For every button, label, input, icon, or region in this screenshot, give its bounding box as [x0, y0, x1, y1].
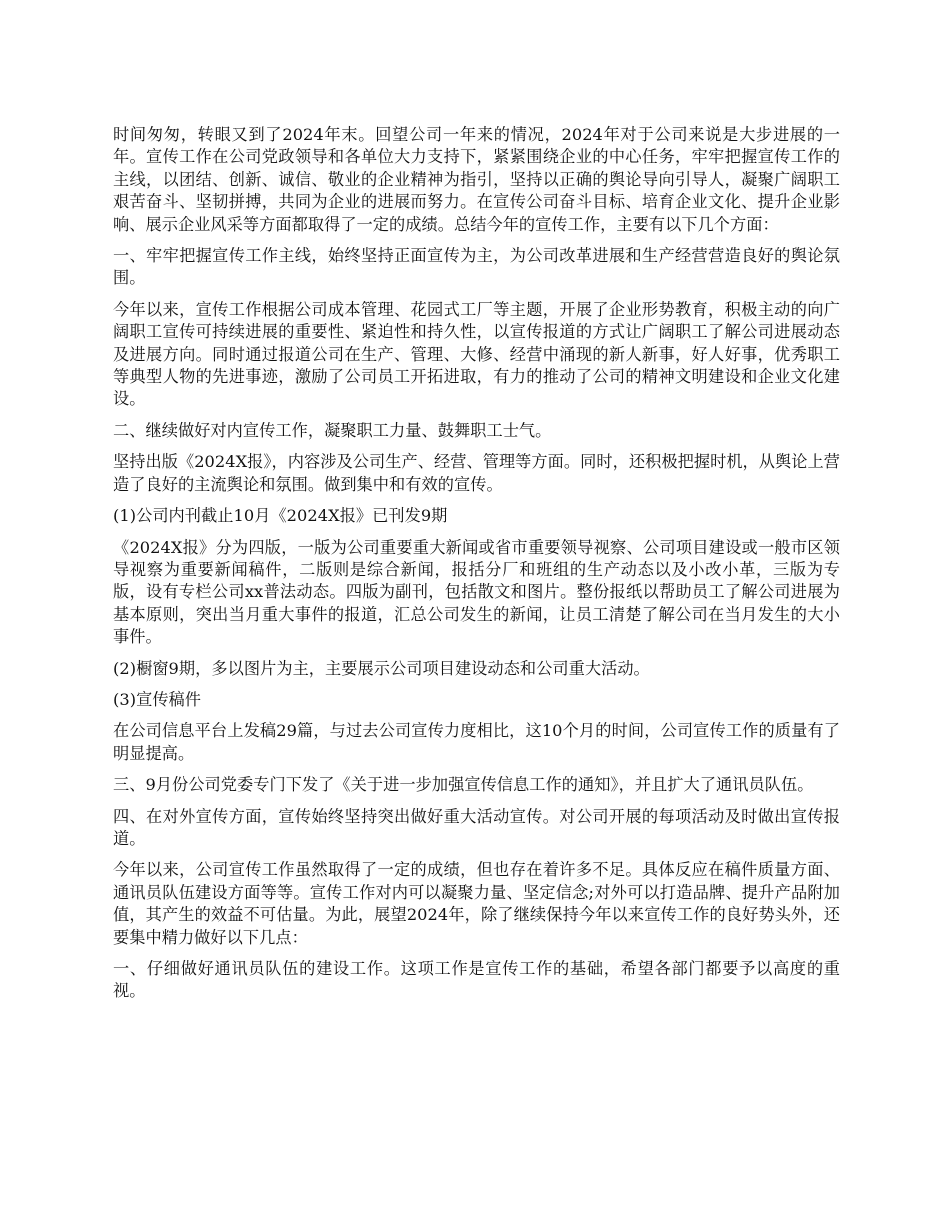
paragraph-section-1-heading: 一、牢牢把握宣传工作主线，始终坚持正面宣传为主，为公司改革进展和生产经营营造良好的舆论氛围。: [113, 246, 840, 288]
paragraph-section-3: 三、9月份公司党委专门下发了《关于进一步加强宣传信息工作的通知》，并且扩大了通讯员队伍。: [113, 775, 814, 795]
paragraph-item-1-heading: (1)公司内刊截止10月《2024X报》已刊发9期: [113, 506, 448, 526]
paragraph-intro: 时间匆匆，转眼又到了2024年末。回望公司一年来的情况，2024年对于公司来说是大步进展的一年。宣传工作在公司党政领导和各单位大力支持下，紧紧围绕企业的中心任务，牢牢把握宣传工作的主线，以团结、创新、诚信、敬业的企业精神为指引，坚持以正确的舆论导向引导人，凝聚广阔职工艰苦奋斗、坚韧拼搏，共同为企业的进展而努力。在宣传公司奋斗目标、培育企业文化、提升企业影响、展示企业风采等方面都取得了一定的成绩。总结今年的宣传工作，主要有以下几个方面：: [113, 125, 840, 234]
paragraph-item-2: (2)橱窗9期，多以图片为主，主要展示公司项目建设动态和公司重大活动。: [113, 658, 650, 678]
paragraph-section-1-body: 今年以来，宣传工作根据公司成本管理、花园式工厂等主题，开展了企业形势教育，积极主动的向广阔职工宣传可持续进展的重要性、紧迫性和持久性，以宣传报道的方式让广阔职工了解公司进展动态及进展方向。同时通过报道公司在生产、管理、大修、经营中涌现的新人新事，好人好事，优秀职工等典型人物的先进事迹，激励了公司员工开拓进取，有力的推动了公司的精神文明建设和企业文化建设。: [113, 299, 840, 409]
paragraph-section-4: 四、在对外宣传方面，宣传始终坚持突出做好重大活动宣传。对公司开展的每项活动及时做出宣传报道。: [113, 806, 840, 848]
paragraph-section-2-body: 坚持出版《2024X报》，内容涉及公司生产、经营、管理等方面。同时，还积极把握时机，从舆论上营造了良好的主流舆论和氛围。做到集中和有效的宣传。: [113, 452, 840, 494]
paragraph-item-1-body: 《2024X报》分为四版，一版为公司重要重大新闻或省市重要领导视察、公司项目建设或一般市区领导视察为重要新闻稿件，二版则是综合新闻，报括分厂和班组的生产动态以及小改小革，三版为专版，设有专栏公司xx普法动态。四版为副刊，包括散文和图片。整份报纸以帮助员工了解公司进展为基本原则，突出当月重大事件的报道，汇总公司发生的新闻，让员工清楚了解公司在当月发生的大小事件。: [113, 537, 840, 647]
paragraph-plan-1: 一、仔细做好通讯员队伍的建设工作。这项工作是宣传工作的基础，希望各部门都要予以高度的重视。: [113, 959, 840, 1001]
paragraph-outlook: 今年以来，公司宣传工作虽然取得了一定的成绩，但也存在着许多不足。具体反应在稿件质量方面、通讯员队伍建设方面等等。宣传工作对内可以凝聚力量、坚定信念;对外可以打造品牌、提升产品附加值，其产生的效益不可估量。为此，展望2024年，除了继续保持今年以来宣传工作的良好势头外，还要集中精力做好以下几点：: [113, 860, 840, 947]
document-body: [113, 124, 840, 1012]
paragraph-item-3-body: 在公司信息平台上发稿29篇，与过去公司宣传力度相比，这10个月的时间，公司宣传工作的质量有了明显提高。: [113, 721, 840, 763]
paragraph-section-2-heading: 二、继续做好对内宣传工作，凝聚职工力量、鼓舞职工士气。: [113, 420, 552, 440]
paragraph-item-3-heading: (3)宣传稿件: [113, 689, 202, 709]
